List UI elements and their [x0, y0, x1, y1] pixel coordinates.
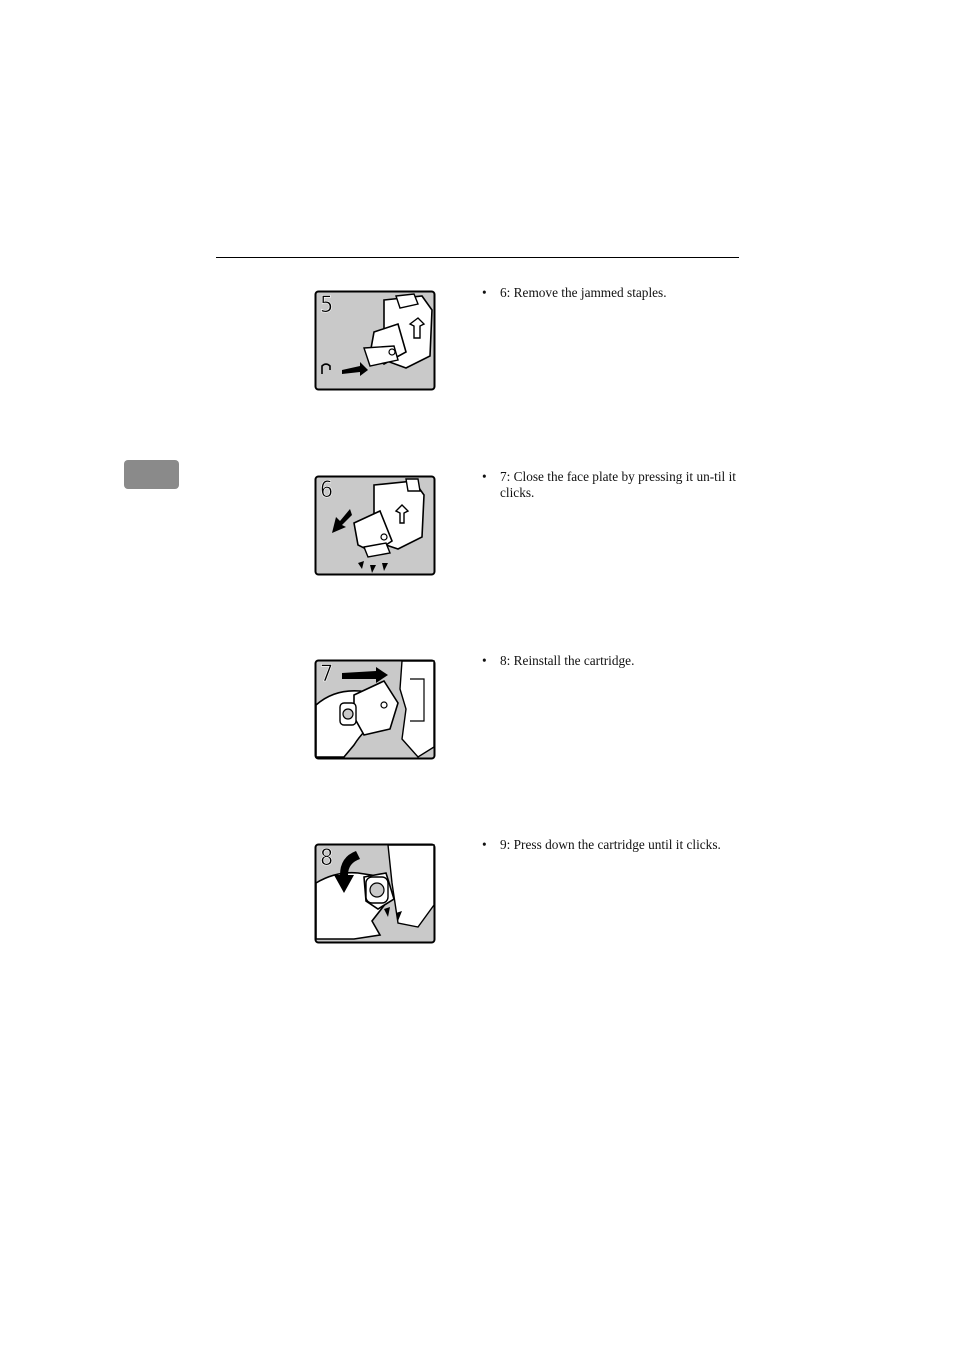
bullet: •	[482, 837, 487, 852]
step-text: 9: Press down the cartridge until it clicks.	[500, 837, 721, 852]
reinstall-cartridge-illustration	[314, 659, 436, 761]
figure-label: 7	[320, 662, 334, 687]
step-text: 8: Reinstall the cartridge.	[500, 653, 635, 668]
press-cartridge-illustration	[314, 843, 436, 945]
step-item	[482, 285, 738, 301]
figure-close-face-plate	[314, 475, 436, 577]
figure-press-down-cartridge	[314, 843, 436, 945]
header-rule	[216, 257, 739, 258]
step-item	[482, 653, 738, 669]
figure-label: 8	[320, 846, 334, 871]
bullet: •	[482, 469, 487, 484]
bullet: •	[482, 285, 487, 300]
figure-label: 5	[320, 293, 334, 318]
bullet: •	[482, 653, 487, 668]
step-item	[482, 469, 738, 501]
step-text: 7: Close the face plate by pressing it un-til it clicks.	[500, 469, 736, 500]
step-item	[482, 837, 738, 853]
chapter-tab	[124, 460, 179, 489]
staple-cartridge-illustration	[314, 290, 436, 392]
step-text: 6: Remove the jammed staples.	[500, 285, 667, 300]
face-plate-illustration	[314, 475, 436, 577]
figure-remove-staples	[314, 290, 436, 392]
figure-reinstall-cartridge	[314, 659, 436, 761]
figure-label: 6	[320, 478, 334, 503]
